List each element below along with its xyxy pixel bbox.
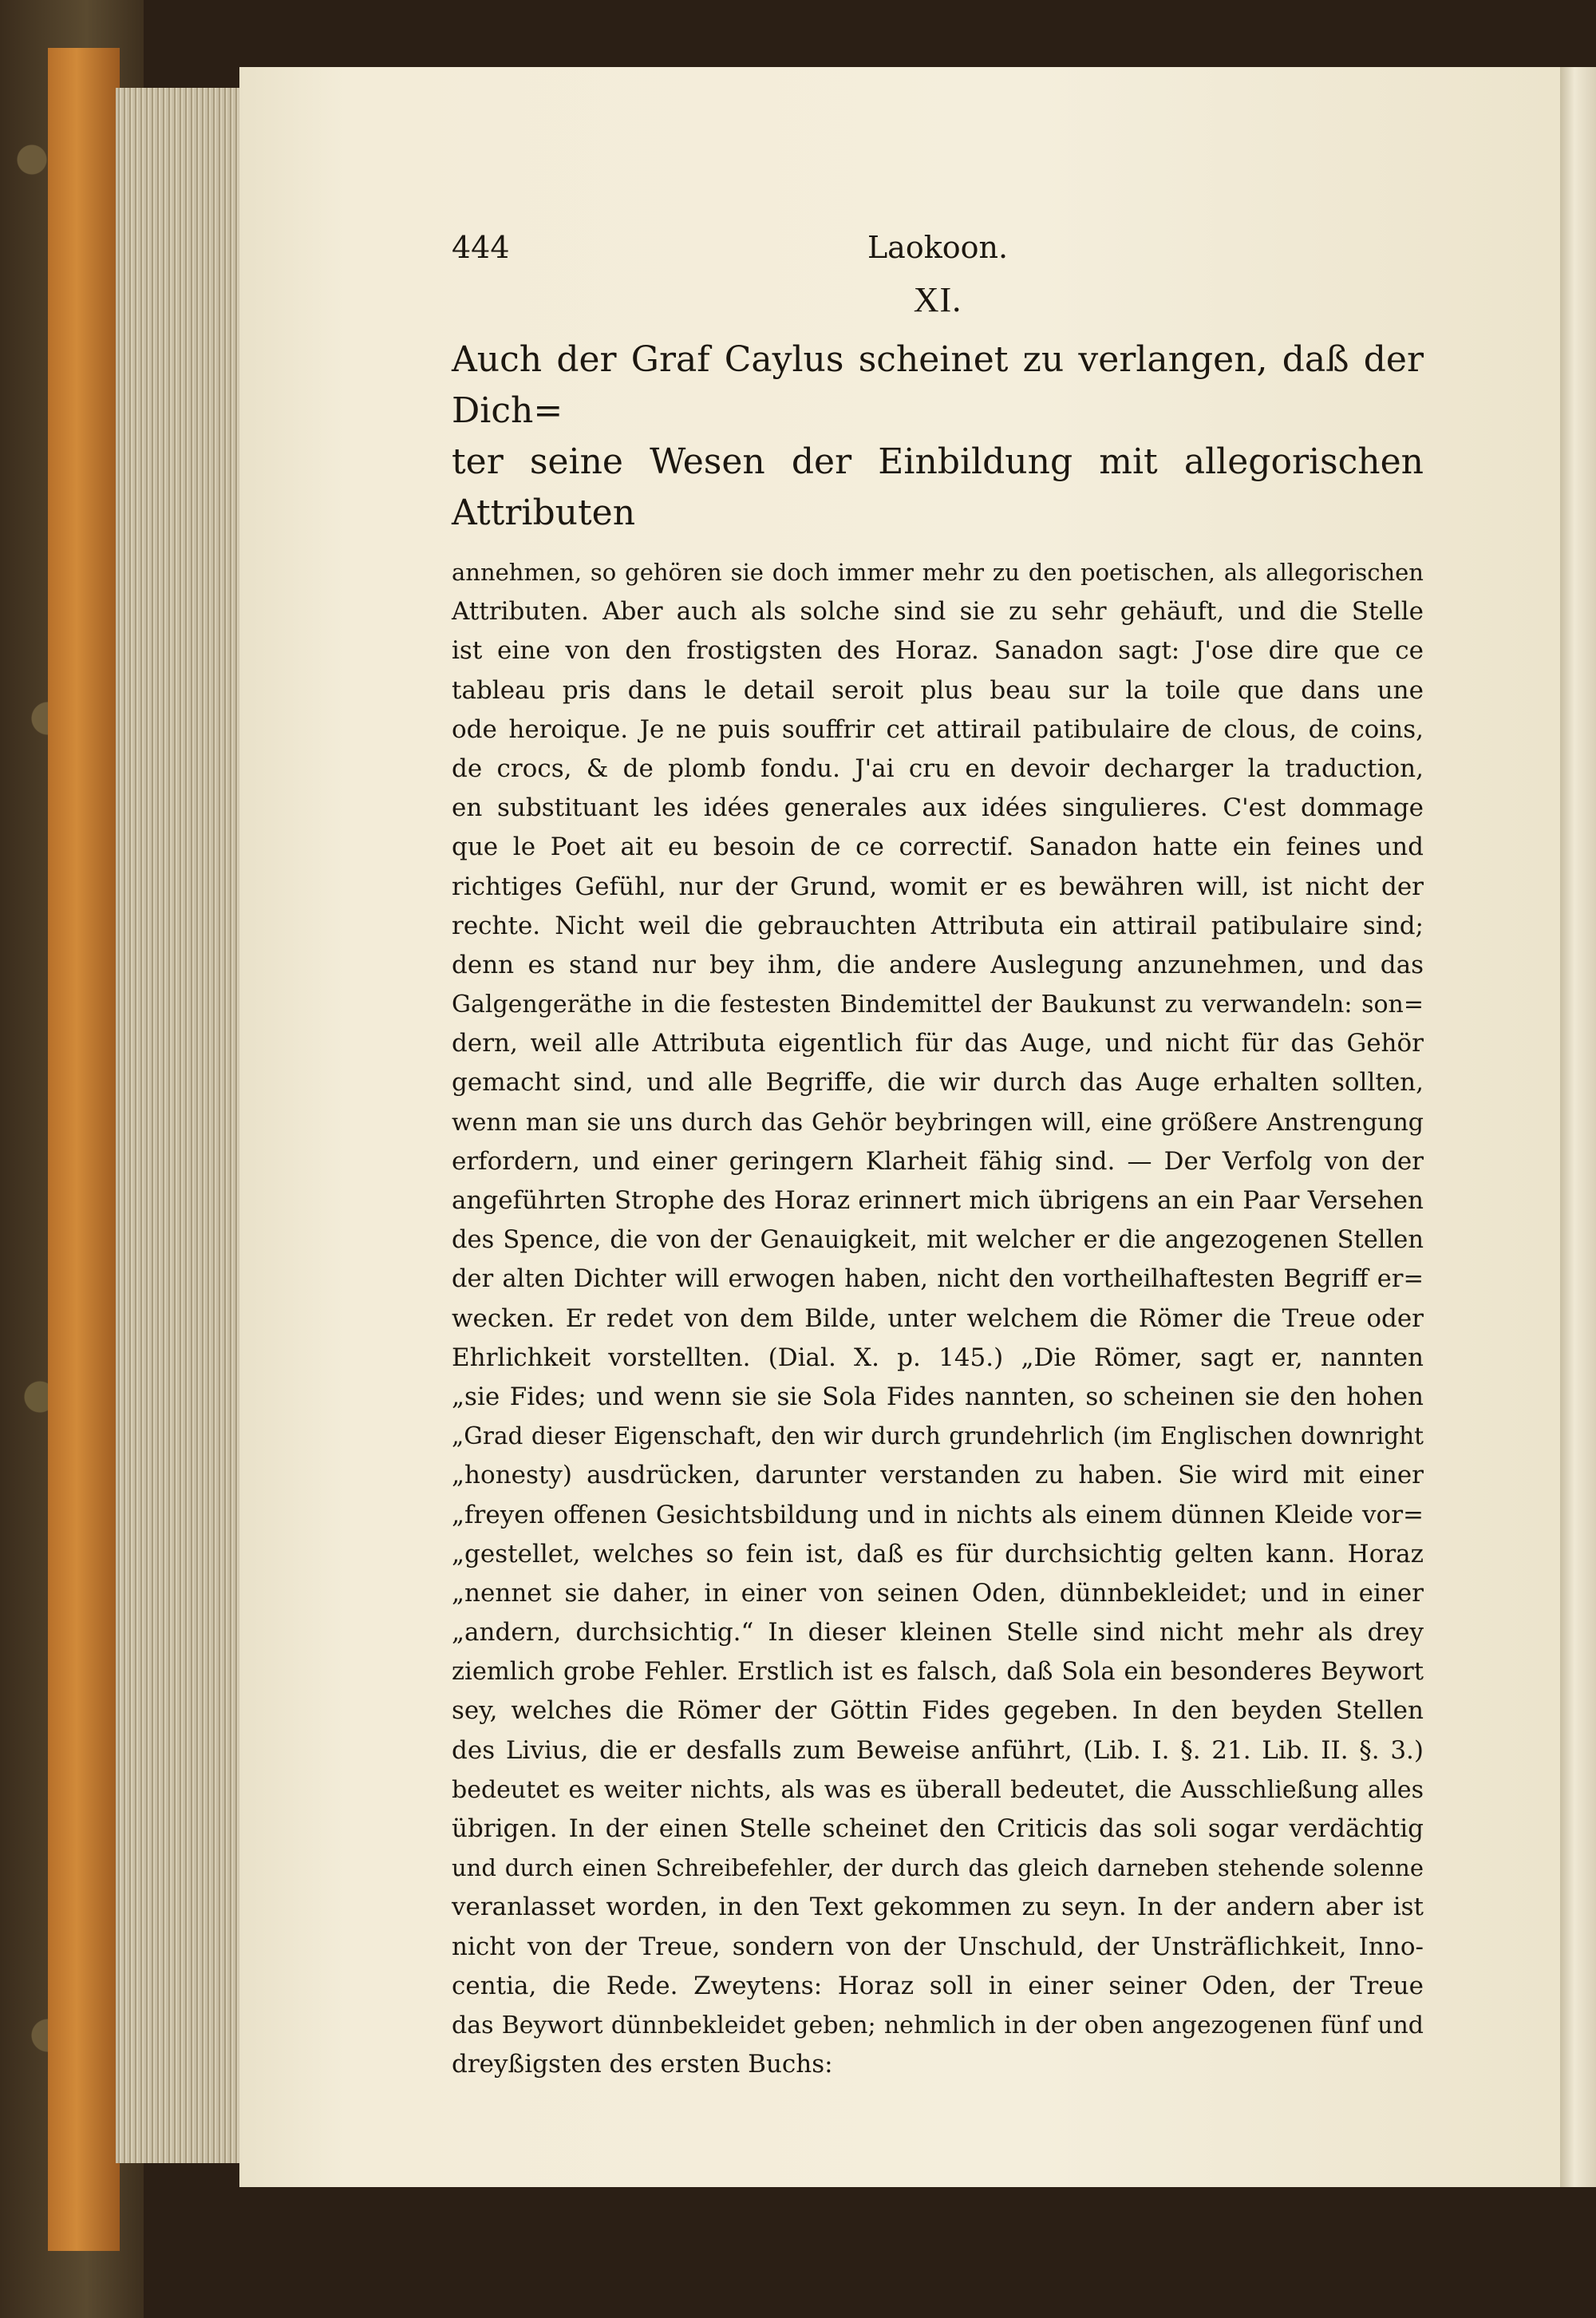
text-line: bedeutet es weiter nichts, als was es überall bedeutet, die Ausschließung alles xyxy=(452,1775,1424,1804)
text-line: rechte. Nicht weil die gebrauchten Attributa ein attirail patibulaire sind; xyxy=(452,911,1424,940)
text-line: „honesty) ausdrücken, darunter verstanden zu haben. Sie wird mit einer xyxy=(452,1461,1424,1490)
text-line: „nennet sie daher, in einer von seinen Oden, dünnbekleidet; und in einer xyxy=(452,1578,1424,1608)
text-line: „Grad dieser Eigenschaft, den wir durch grundehrlich (im Englischen downright xyxy=(452,1422,1424,1450)
text-line: ziemlich grobe Fehler. Erstlich ist es falsch, daß Sola ein besonderes Beywort xyxy=(452,1658,1424,1687)
text-line: des Livius, die er desfalls zum Beweise anführt, (Lib. I. §. 21. Lib. II. §. 3.) xyxy=(452,1735,1424,1765)
text-line: que le Poet ait eu besoin de ce correctif. Sanadon hatte ein feines und xyxy=(452,833,1424,862)
lead-line: ter seine Wesen der Einbildung mit allegorischen Attributen xyxy=(452,441,1424,533)
text-line: des Spence, die von der Genauigkeit, mit welcher er die angezogenen Stellen xyxy=(452,1226,1424,1255)
text-line: „freyen offenen Gesichtsbildung und in nichts als einem dünnen Kleide vor= xyxy=(452,1500,1424,1529)
text-line: ode heroique. Je ne puis souffrir cet attirail patibulaire de clous, de coins, xyxy=(452,714,1424,744)
text-line: dreyßigsten des ersten Buchs: xyxy=(452,2050,833,2079)
text-line: richtiges Gefühl, nur der Grund, womit er es bewähren will, ist nicht der xyxy=(452,872,1424,901)
text-line: annehmen, so gehören sie doch immer mehr zu den poetischen, als allegorischen xyxy=(452,559,1424,586)
lead-paragraph xyxy=(452,334,1424,539)
text-line: Attributen. Aber auch als solche sind sie zu sehr gehäuft, und die Stelle xyxy=(452,597,1424,627)
text-line: erfordern, und einer geringern Klarheit fähig sind. — Der Verfolg von der xyxy=(452,1146,1424,1176)
page-number: 444 xyxy=(452,230,510,265)
text-line: centia, die Rede. Zweytens: Horaz soll in einer seiner Oden, der Treue xyxy=(452,1971,1424,2000)
text-line: angeführten Strophe des Horaz erinnert mich übrigens an ein Paar Versehen xyxy=(452,1186,1424,1215)
body-text xyxy=(452,553,1424,2084)
text-line: de crocs, & de plomb fondu. J'ai cru en devoir decharger la traduction, xyxy=(452,754,1424,783)
text-line: wecken. Er redet von dem Bilde, unter welchem die Römer die Treue oder xyxy=(452,1303,1424,1333)
text-line: Galgengeräthe in die festesten Bindemittel der Baukunst zu verwandeln: son= xyxy=(452,991,1424,1019)
page-edges xyxy=(116,88,247,2163)
text-line: „sie Fides; und wenn sie sie Sola Fides nannten, so scheinen sie den hohen xyxy=(452,1382,1424,1411)
text-line: der alten Dichter will erwogen haben, nicht den vortheilhaftesten Begriff er= xyxy=(452,1265,1424,1294)
running-title: Laokoon. xyxy=(867,230,1009,265)
text-line: gemacht sind, und alle Begriffe, die wir durch das Auge erhalten sollten, xyxy=(452,1068,1424,1098)
text-line: „andern, durchsichtig.“ In dieser kleinen Stelle sind nicht mehr als drey xyxy=(452,1618,1424,1648)
text-line: wenn man sie uns durch das Gehör beybringen will, eine größere Anstrengung xyxy=(452,1108,1424,1137)
text-line: nicht von der Treue, sondern von der Unschuld, der Unsträflichkeit, Inno- xyxy=(452,1932,1424,1961)
running-header xyxy=(452,223,1424,279)
text-line: übrigen. In der einen Stelle scheinet den Criticis das soli sogar verdächtig xyxy=(452,1814,1424,1843)
chapter-heading: XI. xyxy=(913,280,962,319)
text-line: en substituant les idées generales aux idées singulieres. C'est dommage xyxy=(452,793,1424,823)
text-line: tableau pris dans le detail seroit plus beau sur la toile que dans une xyxy=(452,675,1424,705)
text-line: das Beywort dünnbekleidet geben; nehmlich in der oben angezogenen fünf und xyxy=(452,2011,1424,2039)
text-line: veranlasset worden, in den Text gekommen zu seyn. In der andern aber ist xyxy=(452,1893,1424,1922)
text-line: „gestellet, welches so fein ist, daß es für durchsichtig gelten kann. Horaz xyxy=(452,1539,1424,1568)
text-line: und durch einen Schreibefehler, der durch das gleich darneben stehende solenne xyxy=(452,1854,1424,1882)
book-spine xyxy=(48,48,120,2251)
text-line: sey, welches die Römer der Göttin Fides gegeben. In den beyden Stellen xyxy=(452,1696,1424,1726)
text-line: dern, weil alle Attributa eigentlich für das Auge, und nicht für das Gehör xyxy=(452,1029,1424,1058)
text-line: denn es stand nur bey ihm, die andere Auslegung anzunehmen, und das xyxy=(452,950,1424,979)
lead-line: Auch der Graf Caylus scheinet zu verlangen, daß der Dich= xyxy=(452,339,1424,431)
text-line: Ehrlichkeit vorstellten. (Dial. X. p. 145.) „Die Römer, sagt er, nannten xyxy=(452,1343,1424,1372)
text-line: ist eine von den frostigsten des Horaz. Sanadon sagt: J'ose dire que ce xyxy=(452,636,1424,666)
text-block xyxy=(452,223,1424,2084)
facing-page-edge xyxy=(1560,67,1596,2187)
